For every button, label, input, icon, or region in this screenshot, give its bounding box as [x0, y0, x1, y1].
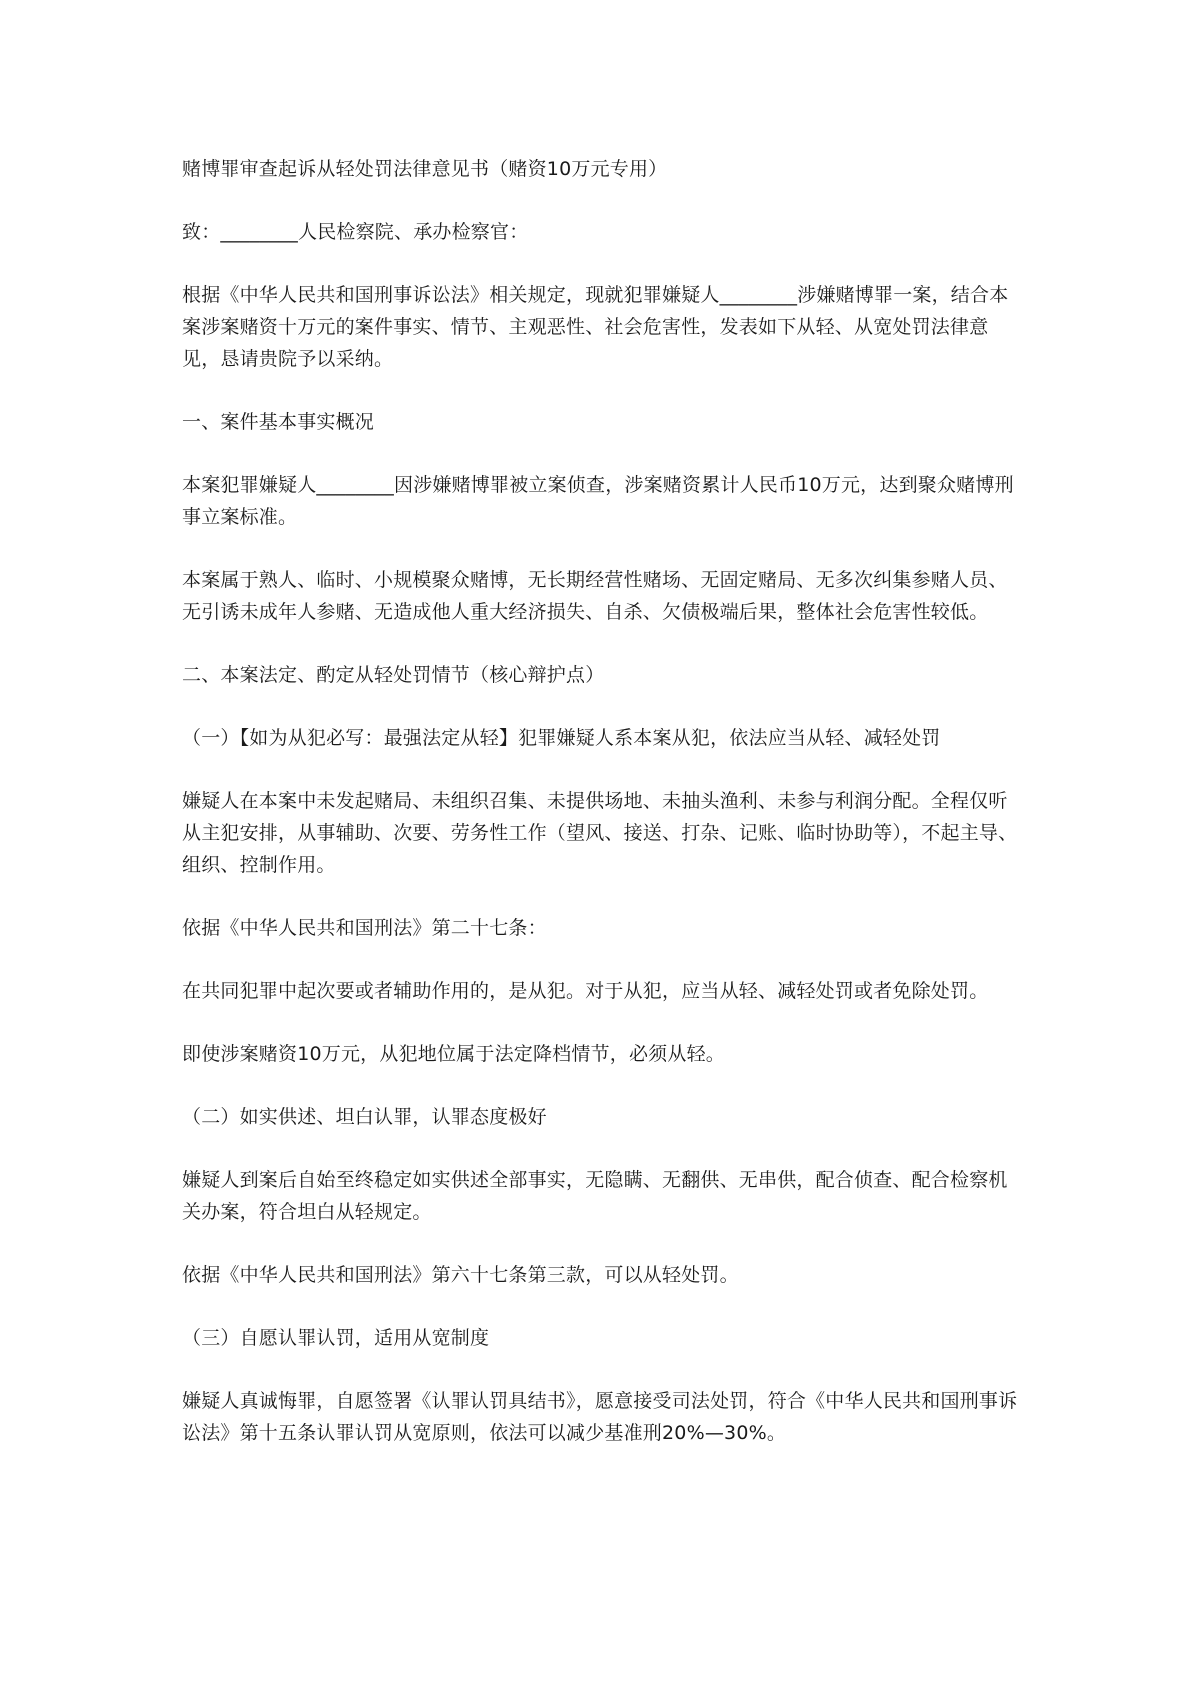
subsection-heading-confession: （二）如实供述、坦白认罪，认罪态度极好: [182, 1106, 547, 1128]
subsection-heading-plea: （三）自愿认罪认罚，适用从宽制度: [182, 1327, 490, 1349]
accessory-paragraph-2: 依据《中华人民共和国刑法》第二十七条：: [182, 917, 547, 939]
document-title: 赌博罪审查起诉从轻处罚法律意见书（赌资10万元专用）: [182, 158, 668, 180]
accessory-paragraph-4: 即使涉案赌资10万元，从犯地位属于法定降档情节，必须从轻。: [182, 1043, 725, 1065]
confession-paragraph-2: 依据《中华人民共和国刑法》第六十七条第三款，可以从轻处罚。: [182, 1264, 739, 1286]
accessory-paragraph-1: 嫌疑人在本案中未发起赌局、未组织召集、未提供场地、未抽头渔利、未参与利润分配。全程仅听从主犯安排，从事辅助、次要、劳务性工作（望风、接送、打杂、记账、临时协助等），不起主导、组织、控制作用。: [182, 790, 1018, 876]
facts-paragraph-1: 本案犯罪嫌疑人________因涉嫌赌博罪被立案侦查，涉案赌资累计人民币10万元，达到聚众赌博刑事立案标准。: [182, 474, 1014, 528]
section-heading-facts: 一、案件基本事实概况: [182, 411, 375, 433]
addressee-line: 致：________人民检察院、承办检察官：: [182, 221, 529, 243]
plea-paragraph-1: 嫌疑人真诚悔罪，自愿签署《认罪认罚具结书》，愿意接受司法处罚，符合《中华人民共和国刑事诉讼法》第十五条认罪认罚从宽原则，依法可以减少基准刑20%—30%。: [182, 1390, 1018, 1444]
section-heading-mitigation: 二、本案法定、酌定从轻处罚情节（核心辩护点）: [182, 664, 605, 686]
intro-paragraph: 根据《中华人民共和国刑事诉讼法》相关规定，现就犯罪嫌疑人________涉嫌赌博罪一案，结合本案涉案赌资十万元的案件事实、情节、主观恶性、社会危害性，发表如下从轻、从宽处罚法律意见，恳请贵院予以采纳。: [182, 284, 1009, 370]
subsection-heading-accessory: （一）【如为从犯必写：最强法定从轻】犯罪嫌疑人系本案从犯，依法应当从轻、减轻处罚: [182, 727, 941, 749]
accessory-paragraph-3: 在共同犯罪中起次要或者辅助作用的，是从犯。对于从犯，应当从轻、减轻处罚或者免除处罚。: [182, 980, 989, 1002]
facts-paragraph-2: 本案属于熟人、临时、小规模聚众赌博，无长期经营性赌场、无固定赌局、无多次纠集参赌人员、无引诱未成年人参赌、无造成他人重大经济损失、自杀、欠债极端后果，整体社会危害性较低。: [182, 569, 1008, 623]
confession-paragraph-1: 嫌疑人到案后自始至终稳定如实供述全部事实，无隐瞒、无翻供、无串供，配合侦查、配合检察机关办案，符合坦白从轻规定。: [182, 1169, 1008, 1223]
